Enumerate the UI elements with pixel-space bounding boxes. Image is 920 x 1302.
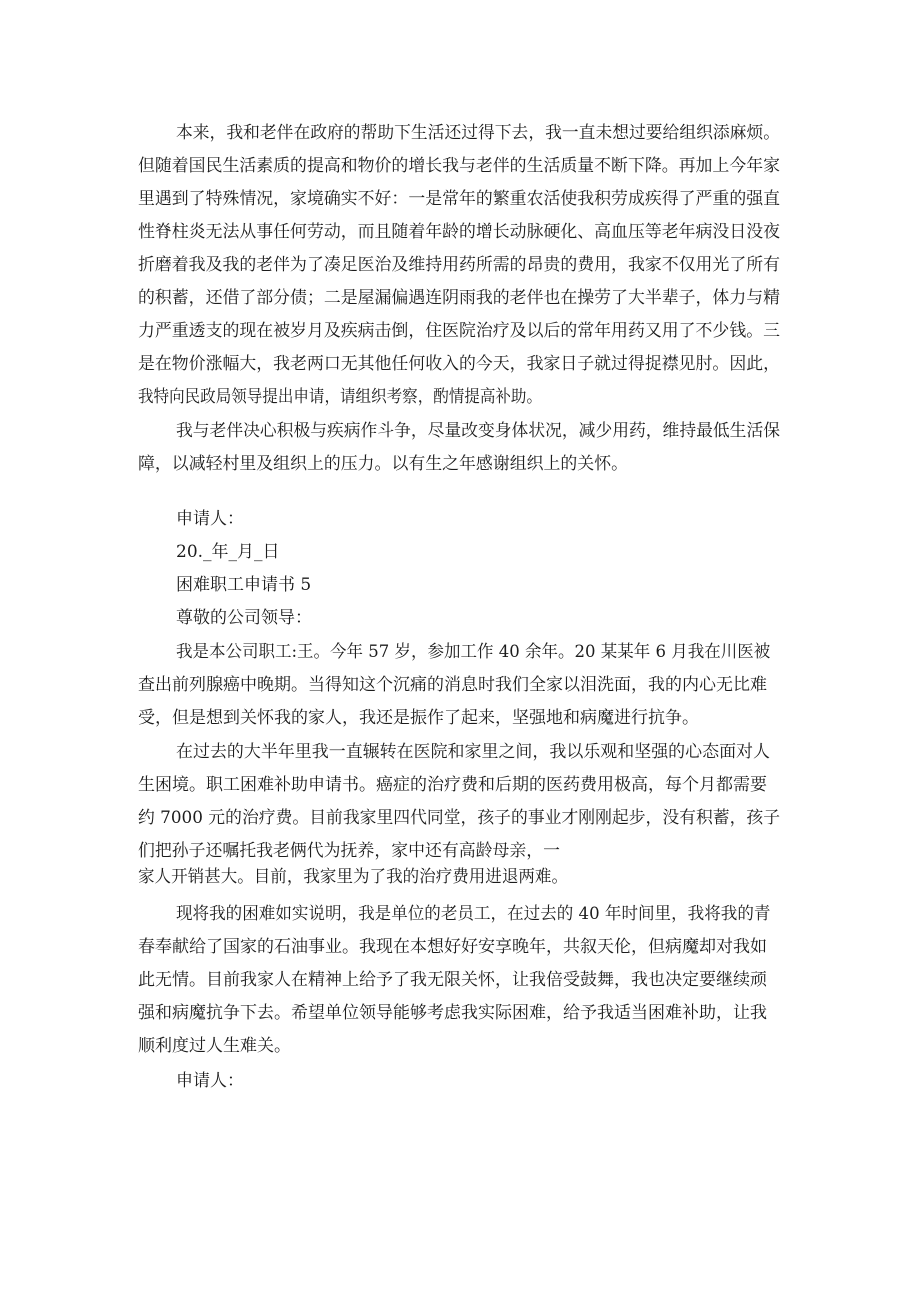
paragraph-1-line-6: 的积蓄，还借了部分债；二是屋漏偏遇连阴雨我的老伴也在操劳了大半辈子，体力与精 [138, 288, 780, 308]
paragraph-3-line-2: 查出前列腺癌中晚期。当得知这个沉痛的消息时我们全家以泪洗面，我的内心无比难 [138, 675, 767, 695]
paragraph-5-line-4: 强和病魔抗争下去。希望单位领导能够考虑我实际困难，给予我适当困难补助，让我 [138, 1003, 767, 1023]
paragraph-1-line-3: 里遇到了特殊情况，家境确实不好：一是常年的繁重农活使我积劳成疾得了严重的强直 [138, 189, 780, 209]
paragraph-3-line-1: 我是本公司职工:王。今年 57 岁，参加工作 40 余年。20 某某年 6 月我在川医被 [176, 642, 771, 662]
paragraph-4-line-5: 家人开销甚大。目前，我家里为了我的治疗费用进退两难。 [138, 867, 568, 887]
paragraph-1-line-8: 是在物价涨幅大，我老两口无其他任何收入的今天，我家日子就过得捉襟见肘。因此， [138, 354, 780, 374]
date-line: 20._年_月_日 [176, 542, 280, 562]
section-title: 困难职工申请书 5 [176, 575, 312, 595]
salutation: 尊敬的公司领导： [176, 608, 312, 628]
paragraph-5-line-1: 现将我的困难如实说明，我是单位的老员工，在过去的 40 年时间里，我将我的青 [176, 904, 771, 924]
paragraph-1-line-2: 但随着国民生活素质的提高和物价的增长我与老伴的生活质量不断下降。再加上今年家 [138, 156, 780, 176]
paragraph-5-line-5: 顺利度过人生难关。 [138, 1036, 291, 1056]
paragraph-4-line-4: 们把孙子还嘱托我老俩代为抚养，家中还有高龄母亲，一 [138, 841, 560, 861]
applicant-label: 申请人： [176, 509, 244, 529]
paragraph-5-line-2: 春奉献给了国家的石油事业。我现在本想好好安享晚年，共叙天伦，但病魔却对我如 [138, 937, 767, 957]
paragraph-1-line-1: 本来，我和老伴在政府的帮助下生活还过得下去，我一直未想过要给组织添麻烦。 [176, 123, 780, 143]
applicant-label-2: 申请人： [176, 1071, 244, 1091]
paragraph-1-line-7: 力严重透支的现在被岁月及疾病击倒，住医院治疗及以后的常年用药又用了不少钱。三 [138, 321, 780, 341]
paragraph-5-line-3: 此无情。目前我家人在精神上给予了我无限关怀，让我倍受鼓舞，我也决定要继续顽 [138, 970, 767, 990]
paragraph-2-line-2: 障，以减轻村里及组织上的压力。以有生之年感谢组织上的关怀。 [138, 454, 628, 474]
paragraph-4-line-3: 约 7000 元的治疗费。目前我家里四代同堂，孩子的事业才刚刚起步，没有积蓄，孩子 [138, 808, 781, 828]
paragraph-4-line-2: 生困境。职工困难补助申请书。癌症的治疗费和后期的医药费用极高，每个月都需要 [138, 775, 767, 795]
paragraph-3-line-3: 受，但是想到关怀我的家人，我还是振作了起来，坚强地和病魔进行抗争。 [138, 708, 699, 728]
paragraph-2-line-1: 我与老伴决心积极与疾病作斗争，尽量改变身体状况，减少用药，维持最低生活保 [176, 421, 780, 441]
paragraph-1-line-9: 我特向民政局领导提出申请，请组织考察，酌情提高补助。 [138, 387, 542, 407]
paragraph-4-line-1: 在过去的大半年里我一直辗转在医院和家里之间，我以乐观和坚强的心态面对人 [176, 742, 770, 762]
paragraph-1-line-4: 性脊柱炎无法从事任何劳动，而且随着年龄的增长动脉硬化、高血压等老年病没日没夜 [138, 222, 780, 242]
paragraph-1-line-5: 折磨着我及我的老伴为了凑足医治及维持用药所需的昂贵的费用，我家不仅用光了所有 [138, 255, 780, 275]
